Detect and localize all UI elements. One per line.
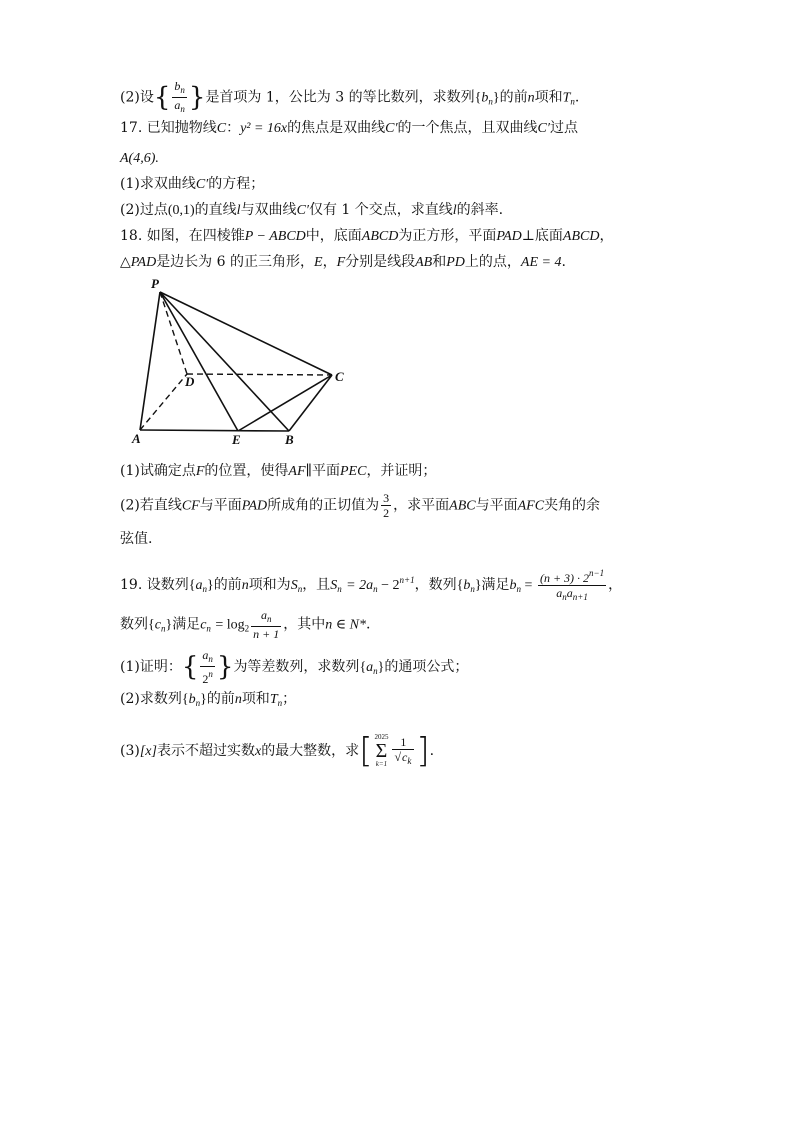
q18-text4: 是边长为 6 的正三角形， <box>156 254 314 270</box>
edge-BC <box>289 375 332 431</box>
q17-part2-text3: 仅有 1 个交点，求直线 <box>308 202 453 218</box>
q17-line2 <box>120 148 159 169</box>
sub-n-S: n <box>297 584 303 594</box>
left-brace: { <box>153 82 171 113</box>
q16-part2-label: (2)设 <box>120 89 154 106</box>
q18-part2-end: 夹角的余 <box>544 497 601 514</box>
q17-part1 <box>120 174 264 195</box>
q17-text1: 的焦点是双曲线 <box>287 120 386 136</box>
edge-EC <box>238 375 332 431</box>
q18-part2-cont: 弦值. <box>120 531 153 547</box>
q18-part1-label: (1)试确定点 <box>120 463 196 479</box>
frac-a-sub: n <box>208 654 213 664</box>
q19-text4: ，数列 <box>414 577 457 593</box>
AE-length: AE = 4 <box>520 255 562 270</box>
edge-DC <box>187 374 332 375</box>
an-over-2n <box>200 648 215 686</box>
var-S: S <box>290 578 298 593</box>
frac-2: 2 <box>202 672 209 686</box>
seq-b-q19: b <box>463 578 471 593</box>
triangle-PAD: △PAD <box>120 255 157 270</box>
seq-b-sub: n <box>488 96 493 107</box>
bn-den-sub1: n <box>562 592 567 602</box>
q19-text7: 满足 <box>172 616 201 633</box>
sigma-symbol: Σ <box>375 740 388 762</box>
q18-part2 <box>120 491 600 520</box>
label-A: A <box>132 431 141 446</box>
log-base: 2 <box>244 623 250 634</box>
sub-n-b3: n <box>195 698 201 708</box>
q19-text2: 项和为 <box>248 577 291 593</box>
bn-fraction <box>538 566 606 604</box>
q18-part2-text2: 所成角的正切值为 <box>267 497 380 514</box>
exp-n1: n+1 <box>399 575 415 585</box>
sum-upper: 2025 <box>374 733 389 741</box>
q17-text2: 的一个焦点，且双曲线 <box>397 120 538 136</box>
q18-number: 18. 如图，在四棱锥 <box>120 228 245 244</box>
q19-text5: 满足 <box>481 577 510 593</box>
base-ABCD: ABCD <box>361 229 399 244</box>
left-bracket: [ <box>359 731 373 771</box>
frac-num: b <box>174 79 181 93</box>
pyramid-figure <box>125 272 365 452</box>
parabola-equation: y² = 16x <box>240 121 288 136</box>
segment-AB: AB <box>415 255 433 270</box>
q16-part2-line: (2)设{ $\frac{b_n}{a_n}$ }是首项为 1，公比为 3 的等比数列，求数列$\{b_n\}$的前n项和$T_n$. <box>120 79 580 114</box>
sub-n-b: n <box>470 584 475 594</box>
q19-part3-text1: 表示不超过实数 <box>156 743 255 759</box>
q18-and: 和 <box>432 254 447 270</box>
var-b: b <box>509 578 517 593</box>
frac-den: a <box>174 98 181 112</box>
sub-n: n <box>202 584 207 594</box>
q18-part2-text1: 与平面 <box>199 497 242 514</box>
q18-line2 <box>120 252 566 273</box>
q17-part2-label: (2)过点 <box>120 202 168 218</box>
var-T-sub: n <box>570 96 575 107</box>
var-x: x <box>254 744 262 759</box>
var-T: T <box>562 90 571 106</box>
q18-comma: ， <box>599 228 614 244</box>
sum-num: 1 <box>392 735 414 750</box>
cn-num-sub: n <box>266 614 272 624</box>
var-l-2: l <box>452 203 457 218</box>
right-bracket: ] <box>416 731 430 771</box>
perp-symbol: ⊥ <box>521 229 535 244</box>
q16-part2-text: 是首项为 1，公比为 3 的等比数列，求数列 <box>205 89 475 106</box>
sum-den-c: c <box>402 749 408 764</box>
q19-period: . <box>365 616 371 633</box>
bn-num: (n + 3) · 2 <box>539 571 590 585</box>
q18-period: . <box>561 254 566 270</box>
point-A: A(4,6). <box>120 151 159 166</box>
frac-2-exp: n <box>208 669 213 679</box>
q17-part2-end: 的斜率. <box>456 202 504 218</box>
q19-part3-label: (3) <box>120 743 140 759</box>
q16-tail: 的前 <box>499 89 528 106</box>
var-C-prime-3: C′ <box>195 177 209 192</box>
q19-text3: ，且 <box>302 577 331 593</box>
q19-text6: 数列 <box>120 616 148 633</box>
q16-fraction <box>172 79 187 116</box>
q17-line1 <box>120 118 578 139</box>
var-T-q19: T <box>269 692 278 707</box>
sub-n-S2: n <box>337 584 342 594</box>
q19-line2: 数列$\{c_n\}$满足$c_n = \log_2$ $\frac{a_n}{n + 1}$ ，其中n ∈ N*. <box>120 608 371 641</box>
q17-part2-text1: 的直线 <box>194 202 237 218</box>
base-ABCD-2: ABCD <box>562 229 600 244</box>
sub-n-a: n <box>373 584 378 594</box>
right-brace: } <box>188 82 206 113</box>
q19-part2-text2: 项和 <box>241 691 270 707</box>
q18-part1-text2: 平面 <box>311 463 340 479</box>
tan-num: 3 <box>383 491 390 505</box>
q19-part2-label: (2)求数列 <box>120 691 182 707</box>
q19-text1: 的前 <box>213 577 242 593</box>
var-C-prime-4: C′ <box>296 203 309 218</box>
q18-part2-text3: ，求平面 <box>393 497 450 514</box>
label-E: E <box>232 432 241 447</box>
q18-part2-line2 <box>120 529 152 549</box>
q17-part2 <box>120 200 503 221</box>
q19-part2-text1: 的前 <box>206 691 235 707</box>
edge-PC <box>160 292 332 375</box>
q19-part1-label: (1)证明： <box>120 659 182 675</box>
q19-part2: (2)求数列$\{b_n\}$的前n项和$T_n$； <box>120 691 297 708</box>
edge-PE <box>160 292 238 431</box>
q19-number: 19. 设数列 <box>120 577 189 593</box>
var-F: F <box>336 255 346 270</box>
seq-a-2: a <box>366 660 374 675</box>
q19-part1: (1)证明：{ $\frac{a_n}{2^n}$ }为等差数列，求数列$\{a_n\}$的通项公式； <box>120 648 469 686</box>
tan-den: 2 <box>383 506 390 520</box>
plane-PAD-2: PAD <box>241 498 268 514</box>
cn-fraction <box>251 608 281 641</box>
q17-number: 17. 已知抛物线 <box>120 120 217 136</box>
parallel-symbol: ∥ <box>305 464 312 479</box>
line-CF: CF <box>181 498 200 514</box>
cn-num: a <box>260 608 267 622</box>
right-brace-2: } <box>216 652 234 682</box>
q18-part1-text1: 的位置，使得 <box>204 463 289 479</box>
pyramid-name: P − ABCD <box>244 229 306 244</box>
q19-part3 <box>120 733 434 769</box>
seq-c: c <box>154 617 161 633</box>
point-0-1: (0,1) <box>167 203 195 218</box>
q16-end: . <box>574 89 580 106</box>
minus-2: − 2 <box>377 578 400 593</box>
segment-PD: PD <box>446 255 465 270</box>
label-C: C <box>335 369 344 384</box>
domain: n ∈ N* <box>325 617 366 633</box>
var-l: l <box>236 203 241 218</box>
floor-x: [x] <box>139 744 157 759</box>
edge-PB <box>160 292 289 431</box>
q17-part1-text: 的方程； <box>208 176 265 192</box>
sum-lower: k=1 <box>375 760 388 768</box>
var-n: n <box>527 90 535 106</box>
Sn-equation: = 2a <box>346 578 374 593</box>
label-B: B <box>285 432 294 447</box>
plane-AFC: AFC <box>517 498 545 514</box>
q18-part2-label: (2)若直线 <box>120 497 182 514</box>
q19-part3-end: . <box>429 743 435 759</box>
plane-PEC: PEC <box>339 464 367 479</box>
var-n-q19: n <box>241 578 249 593</box>
bn-den-a2: a <box>566 586 573 600</box>
q17-part2-text2: 与双曲线 <box>240 202 297 218</box>
frac-a: a <box>202 648 209 662</box>
q18-part1 <box>120 461 436 482</box>
q18-text2: 为正方形，平面 <box>398 228 497 244</box>
log-expr: = log <box>215 617 245 633</box>
q19-part3-text2: 的最大整数，求 <box>261 743 360 759</box>
plane-ABC: ABC <box>449 498 476 514</box>
var-F-2: F <box>195 464 205 479</box>
q18-text5: 分别是线段 <box>345 254 416 270</box>
bn-den-a1: a <box>556 586 563 600</box>
sum-fraction: $\frac{1}{√c_k}$ <box>392 735 414 768</box>
q18-text6: 上的点， <box>464 254 521 270</box>
q19-comma: ， <box>608 577 623 593</box>
label-P: P <box>151 276 159 291</box>
plane-PAD: PAD <box>496 229 522 244</box>
edge-AB <box>140 430 289 431</box>
var-E: E <box>314 255 323 270</box>
q16-tail2: 项和 <box>534 89 563 106</box>
sub-n-c2: n <box>206 623 211 634</box>
seq-a: a <box>195 578 203 593</box>
q17-text3: 过点 <box>549 120 578 136</box>
seq-b-2: b <box>188 692 196 707</box>
tan-fraction <box>381 491 391 520</box>
summation <box>374 733 388 769</box>
edge-PA <box>140 292 160 430</box>
q18-text3: 底面 <box>534 228 563 244</box>
q19-part1-end: 的通项公式； <box>384 659 469 675</box>
q18-line1 <box>120 226 613 247</box>
sub-n-T: n <box>277 698 283 708</box>
var-n-q19b: n <box>234 692 242 707</box>
var-C: C <box>216 121 227 136</box>
left-brace-2: { <box>181 652 199 682</box>
line-AF: AF <box>288 464 306 479</box>
sum-den-sub: k <box>407 755 412 766</box>
var-C-prime-2: C′ <box>537 121 550 136</box>
frac-num-sub: n <box>180 85 185 95</box>
q17-part1-label: (1)求双曲线 <box>120 176 196 192</box>
q19-part2-end: ； <box>282 691 297 707</box>
sub-n-b2: n <box>516 584 522 594</box>
label-D: D <box>185 374 195 389</box>
frac-den-sub: n <box>180 104 185 114</box>
bn-num-exp: n−1 <box>589 568 605 578</box>
var-c: c <box>200 617 207 633</box>
var-S-2: S <box>330 578 338 593</box>
q19-text8: ，其中 <box>283 616 326 633</box>
q18-part2-text4: 与平面 <box>475 497 518 514</box>
q19-part1-text: 为等差数列，求数列 <box>233 659 360 675</box>
bn-den-sub2: n+1 <box>572 592 588 602</box>
sub-n-a2: n <box>373 666 378 676</box>
q18-part1-end: ，并证明； <box>366 463 437 479</box>
sub-n-c: n <box>160 623 166 634</box>
q18-comma2: ， <box>322 254 337 270</box>
var-C-prime: C′ <box>385 121 398 136</box>
seq-b: b <box>481 90 489 106</box>
q18-text1: 中，底面 <box>305 228 362 244</box>
colon: ： <box>226 120 241 136</box>
cn-den: n + 1 <box>253 627 280 641</box>
q19-line1: 19. 设数列$\{a_n\}$的前n项和为$S_n$，且$S_n = 2a_n - 2^{n+1}$，数列$\{b_n\}$满足$b_n$ = $\frac{(n + 3) \cdot 2^{n-1}}{a_na_{n+1}}$ ， <box>120 568 623 602</box>
